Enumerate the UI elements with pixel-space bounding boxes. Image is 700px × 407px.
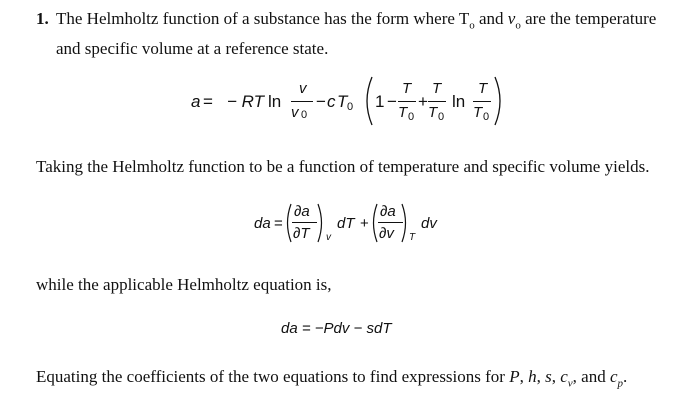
eq1-T0-sub: 0: [347, 101, 354, 113]
eq1-frac2-numerator: T: [402, 80, 412, 97]
eq1-frac4-denominator: T: [473, 104, 483, 121]
paragraph-while: while the applicable Helmholtz equation is,: [36, 275, 332, 294]
equating-text: Equating the coefficients of the two equations to find expressions for: [36, 367, 510, 386]
eq1-frac3-numerator: T: [432, 80, 442, 97]
eq3-text: da = −Pdv − sdT: [281, 320, 392, 337]
eq2-d1-numerator: ∂a: [294, 203, 310, 220]
eq1-frac2-denominator: T: [398, 104, 408, 121]
eq2-dv: dv: [421, 215, 437, 232]
helmholtz-equation: [281, 318, 392, 338]
eq1-ln: ln: [268, 92, 282, 111]
var-h: h: [528, 367, 537, 386]
eq1-frac3-den-sub: 0: [438, 111, 445, 123]
var-cp-sub: p: [617, 377, 624, 390]
eq1-frac1-numerator: v: [299, 80, 307, 97]
eq1-frac1-den-sub: 0: [301, 109, 308, 121]
eq1-lhs: a: [191, 92, 201, 111]
variable-v: v: [507, 9, 516, 28]
var-cp: c: [609, 367, 618, 386]
eq2-dT: dT: [337, 215, 355, 232]
eq1-minus-RT: − RT: [227, 92, 265, 111]
eq1-frac4-numerator: T: [478, 80, 488, 97]
eq2-d2-numerator: ∂a: [380, 203, 396, 220]
sep: ,: [519, 367, 529, 386]
eq2-lhs: da: [254, 215, 271, 232]
eq2-plus: +: [360, 215, 369, 232]
eq2-d1-sub: v: [326, 232, 331, 243]
eq1-ln2: ln: [452, 92, 466, 111]
var-cv: c: [560, 367, 568, 386]
problem-number: 1.: [36, 9, 49, 28]
var-s: s: [545, 367, 552, 386]
eq1-minus: −: [316, 92, 326, 111]
eq1-one: 1: [375, 92, 385, 111]
eq1-T0: T: [337, 92, 348, 111]
eq1-frac4-den-sub: 0: [483, 111, 490, 123]
sep: ,: [536, 367, 546, 386]
eq1-minus2: −: [387, 92, 397, 111]
period: .: [623, 367, 628, 386]
eq2-d2-sub: T: [409, 232, 416, 243]
eq1-equals: =: [203, 92, 213, 111]
eq2-equals: =: [274, 215, 283, 232]
eq1-frac2-den-sub: 0: [408, 111, 415, 123]
eq1-c: c: [327, 92, 336, 111]
var-P: P: [509, 367, 520, 386]
paragraph-equating: [36, 366, 627, 394]
problem-text-part2: are the temperature: [520, 9, 657, 28]
subscript-o: o: [469, 19, 475, 32]
problem-text-line2: and specific volume at a reference state.: [56, 39, 329, 59]
eq2-paren1-right: [316, 202, 326, 244]
subscript-o: o: [515, 19, 521, 32]
var-cv-sub: v: [567, 377, 573, 390]
sep: ,: [551, 367, 561, 386]
eq2-d1-denominator: ∂T: [293, 225, 310, 242]
eq1-frac1-denominator: v: [291, 104, 299, 121]
problem-text-and: and: [474, 9, 508, 28]
paragraph-taking: Taking the Helmholtz function to be a function of temperature and specific volume yields.: [36, 157, 650, 176]
problem-text-part1: The Helmholtz function of a substance has the form where T: [56, 9, 470, 28]
sep: , and: [572, 367, 610, 386]
eq2-d2-denominator: ∂v: [379, 225, 394, 242]
eq2-paren2-left: [369, 202, 379, 244]
eq2-paren1-left: [283, 202, 293, 244]
eq2-d1-bar: [292, 222, 317, 223]
eq1-frac3-denominator: T: [428, 104, 438, 121]
eq1-plus: +: [418, 92, 428, 111]
